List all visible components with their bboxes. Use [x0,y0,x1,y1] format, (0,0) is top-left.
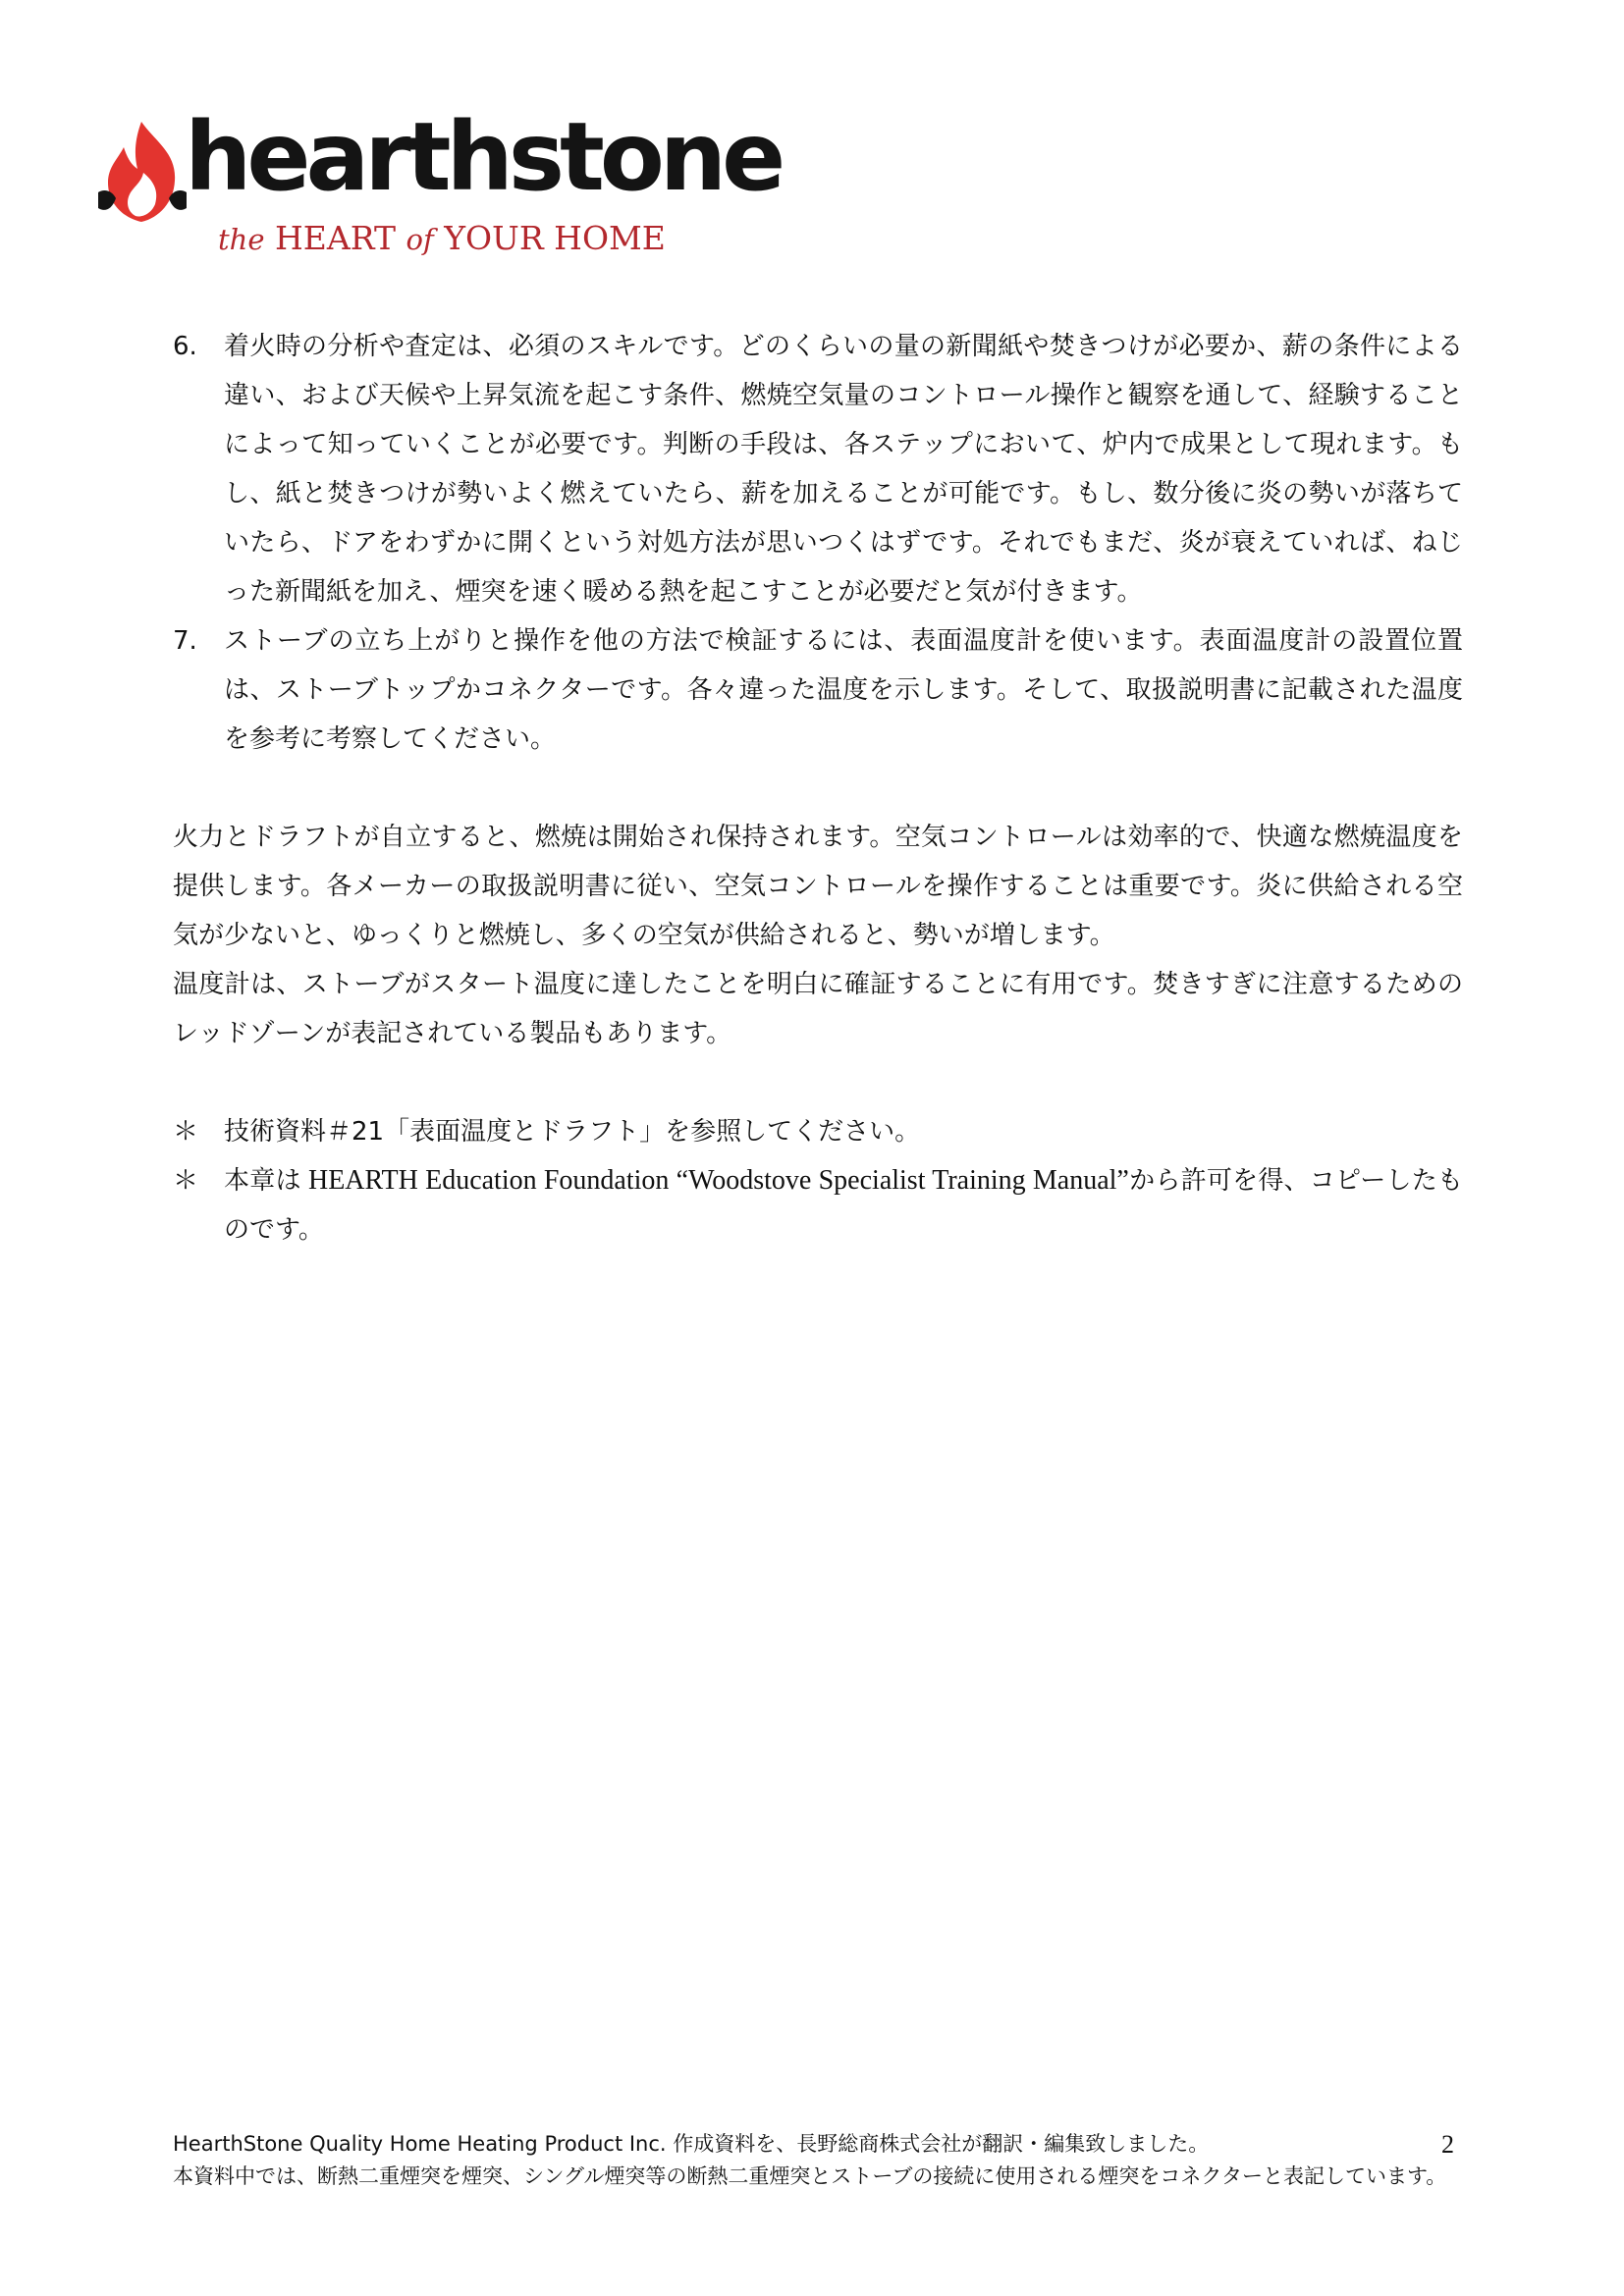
page-number: 2 [1441,2130,1454,2159]
paragraph: 火力とドラフトが自立すると、燃焼は開始され保持されます。空気コントロールは効率的で、快適な燃焼温度を提供します。各メーカーの取扱説明書に従い、空気コントロールを操作することは重要です。炎に供給される空気が少ないと、ゆっくりと燃焼し、多くの空気が供給されると、勢いが増します。 [173,823,1463,950]
tagline-of: of [406,223,434,256]
footer-line: HearthStone Quality Home Heating Product Inc. 作成資料を、長野総商株式会社が翻訳・編集致しました。 [173,2132,1210,2156]
list-item-text: 着火時の分析や査定は、必須のスキルです。どのくらいの量の新聞紙や焚きつけが必要か、薪の条件による違い、および天候や上昇気流を起こす条件、燃焼空気量のコントロール操作と観察を通して、経験することによって知っていくことが必要です。判断の手段は、各ステップにおいて、炉内で成果として現れます。もし、紙と焚きつけが勢いよく燃えていたら、薪を加えることが可能です。もし、数分後に炎の勢いが落ちていたら、ドアをわずかに開くという対処方法が思いつくはずです。それでもまだ、炎が衰えていれば、ねじった新聞紙を加え、煙突を速く暖める熱を起こすことが必要だと気が付きます。 [224,332,1463,607]
note-marker: ＊ [173,1117,199,1147]
note-marker: ＊ [173,1166,199,1196]
tagline-your-home: YOUR HOME [444,219,666,257]
note-text-after: から許可を得、コピーしたものです。 [224,1166,1463,1245]
list-item [173,322,1463,616]
note-item [173,1156,1463,1255]
tagline-heart: HEART [275,219,396,257]
list-item-number: 7. [173,626,197,656]
logo-tagline [218,219,666,257]
note-item [173,1107,1463,1156]
spacer [173,764,1463,813]
note-text-english: HEARTH Education Foundation “Woodstove Specialist Training Manual” [300,1165,1129,1196]
footer-line: 本資料中では、断熱二重煙突を煙突、シングル煙突等の断熱二重煙突とストーブの接続に使用される煙突をコネクターと表記しています。 [173,2164,1447,2188]
list-item-number: 6. [173,332,197,361]
list-item [173,616,1463,764]
note-text: 技術資料＃21「表面温度とドラフト」を参照してください。 [224,1117,921,1147]
paragraph: 温度計は、ストーブがスタート温度に達したことを明白に確証することに有用です。焚きすぎに注意するためのレッドゾーンが表記されている製品もあります。 [173,970,1463,1048]
note-text [224,1156,1463,1255]
logo-wordmark: hearthstone [185,102,782,212]
list-item-text: ストーブの立ち上がりと操作を他の方法で検証するには、表面温度計を使います。表面温度計の設置位置は、ストーブトップかコネクターです。各々違った温度を示します。そして、取扱説明書に記載された温度を参考に考察してください。 [224,626,1463,754]
page-footer [173,2128,1449,2193]
note-text-before: 本章は [224,1166,301,1196]
flame-icon [98,120,187,228]
tagline-the: the [218,223,265,256]
spacer [173,1058,1463,1107]
document-body [173,322,1463,1255]
